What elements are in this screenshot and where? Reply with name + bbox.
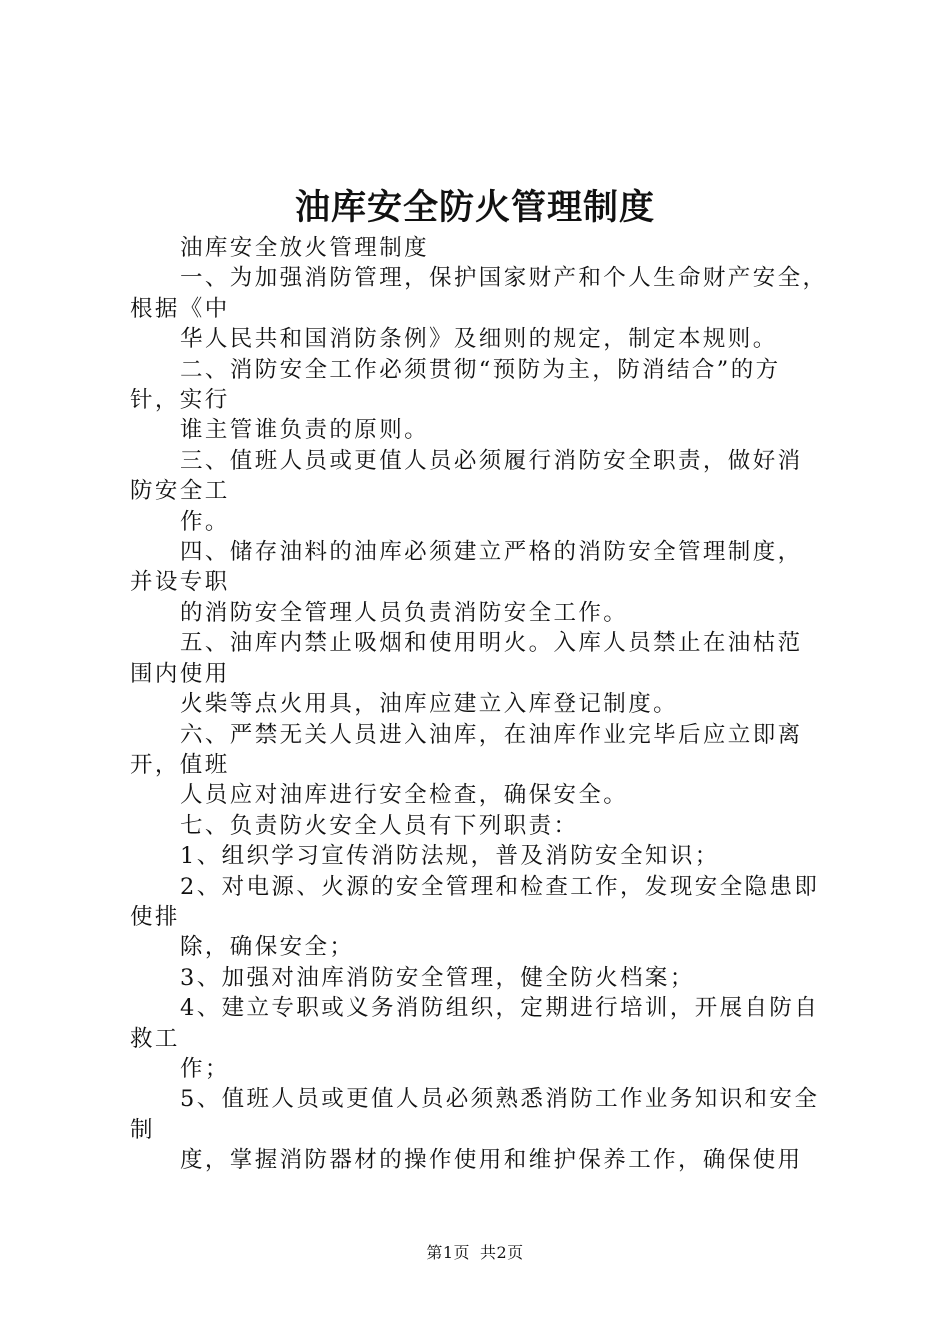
page-footer: [0, 1242, 950, 1264]
paragraph-line: 二、消防安全工作必须贯彻“预防为主，防消结合”的方: [180, 356, 781, 383]
paragraph-line: 三、值班人员或更值人员必须履行消防安全职责，做好消: [180, 447, 803, 474]
paragraph-line: 度，掌握消防器材的操作使用和维护保养工作，确保使用: [180, 1147, 803, 1174]
paragraph-continuation: 制: [130, 1116, 155, 1143]
paragraph-line: 作。: [180, 508, 230, 535]
paragraph-line: 一、为加强消防管理，保护国家财产和个人生命财产安全，: [180, 265, 828, 292]
paragraph-line: 七、负责防火安全人员有下列职责：: [180, 812, 579, 839]
page-total: 共2页: [480, 1243, 524, 1262]
paragraph-line: 人员应对油库进行安全检查，确保安全。: [180, 782, 629, 809]
paragraph-continuation: 开，值班: [130, 751, 230, 778]
paragraph-line: 3、加强对油库消防安全管理，健全防火档案；: [180, 964, 695, 991]
paragraph-line: 4、建立专职或义务消防组织，定期进行培训，开展自防自: [180, 995, 820, 1022]
paragraph-line: 的消防安全管理人员负责消防安全工作。: [180, 599, 629, 626]
paragraph-line: 谁主管谁负责的原则。: [180, 417, 430, 444]
paragraph-line: 作；: [180, 1055, 230, 1082]
paragraph-line: 六、严禁无关人员进入油库，在油库作业完毕后应立即离: [180, 721, 803, 748]
paragraph-continuation: 防安全工: [130, 478, 230, 505]
paragraph-continuation: 根据《中: [130, 295, 230, 322]
paragraph-line: 除，确保安全；: [180, 934, 355, 961]
paragraph-line: 2、对电源、火源的安全管理和检查工作，发现安全隐患即: [180, 873, 820, 900]
paragraph-continuation: 针，实行: [130, 387, 230, 414]
paragraph-line: 四、储存油料的油库必须建立严格的消防安全管理制度，: [180, 539, 803, 566]
paragraph-line: 5、值班人员或更值人员必须熟悉消防工作业务知识和安全: [180, 1086, 820, 1113]
paragraph-line: 油库安全放火管理制度: [180, 235, 430, 261]
paragraph-line: 1、组织学习宣传消防法规，普及消防安全知识；: [180, 843, 720, 870]
paragraph-continuation: 使排: [130, 903, 180, 930]
document-body: [130, 233, 830, 1176]
paragraph-continuation: 并设专职: [130, 569, 230, 596]
paragraph-line: 五、油库内禁止吸烟和使用明火。入库人员禁止在油枯范: [180, 630, 803, 657]
page-title: 油库安全防火管理制度: [294, 187, 655, 228]
page-number: 第1页: [426, 1243, 470, 1262]
paragraph-continuation: 救工: [130, 1025, 180, 1052]
paragraph-line: 火柴等点火用具，油库应建立入库登记制度。: [180, 691, 679, 718]
paragraph-continuation: 围内使用: [130, 660, 230, 687]
paragraph-line: 华人民共和国消防条例》及细则的规定，制定本规则。: [180, 326, 778, 353]
